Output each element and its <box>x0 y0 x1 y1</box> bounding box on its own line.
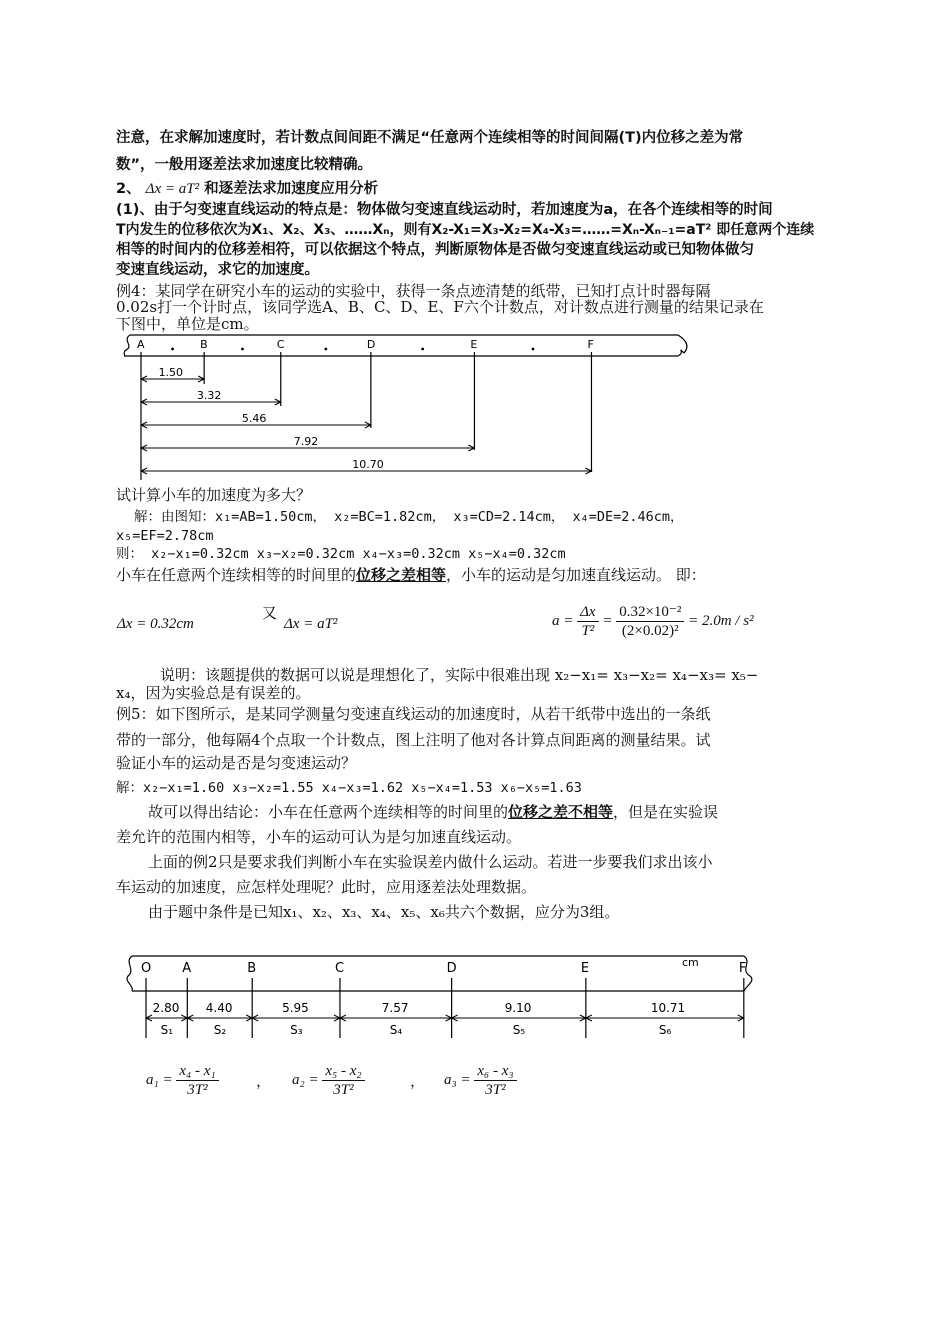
ex5-c1b: ，但是在实验误 <box>613 803 719 821</box>
ex4-conclusion-b: ，小车的运动是匀加速直线运动。 即： <box>446 566 706 584</box>
eq-num1: Δx <box>577 603 598 622</box>
section-2-heading <box>116 178 378 200</box>
ex5-solution: 解：x₂−x₁=1.60 x₃−x₂=1.55 x₄−x₃=1.62 x₅−x₄=1.53 x₆−x₅=1.63 <box>116 780 582 796</box>
ex5-line-1: 例5：如下图所示，是某同学测量匀变速直线运动的加速度时，从若干纸带中选出的一条纸 <box>116 705 711 723</box>
tape2-point-E: E <box>580 961 590 976</box>
tape-diagram-1 <box>118 332 698 482</box>
ex5-conclusion-1 <box>148 801 718 823</box>
ex4-conclusion-underline: 位移之差相等 <box>356 566 447 584</box>
tape-diagram-2 <box>122 948 762 1048</box>
tape1-measurement: 10.70 <box>352 458 384 471</box>
tape1-dot <box>241 348 244 351</box>
eq-a-left: a = <box>552 612 574 629</box>
tape2-point-F: F <box>738 961 747 976</box>
tape2-length: 7.57 <box>381 1001 409 1015</box>
tape2-segment-label: S₂ <box>213 1023 227 1037</box>
tape2-segment-label: S₄ <box>389 1023 403 1037</box>
ex4-note-2: x₄，因为实验总是有误差的。 <box>116 684 311 702</box>
para1-line-4: 变速直线运动，求它的加速度。 <box>116 262 319 278</box>
formula-a2 <box>292 1062 365 1099</box>
tape2-point-C: C <box>334 961 345 976</box>
eq-num2: 0.32×10⁻² <box>616 603 684 622</box>
ex4-conclusion-a: 小车在任意两个连续相等的时间里的 <box>116 566 357 584</box>
tape1-measurement: 7.92 <box>293 435 319 448</box>
tape2-segment-label: S₁ <box>160 1023 174 1037</box>
tape2-left-wave <box>127 956 132 991</box>
tape2-point-O: O <box>141 961 152 976</box>
eq-result: = 2.0m / s² <box>688 612 754 629</box>
formula-a3-num: x₆ - x₃ <box>474 1062 516 1081</box>
tape1-dot <box>171 348 174 351</box>
formula-a1-den: 3T² <box>187 1082 208 1098</box>
tape2-length: 4.40 <box>205 1001 233 1015</box>
formula-a2-num: x₅ - x₂ <box>322 1062 364 1081</box>
tape1-right-wave <box>678 350 684 356</box>
ex5-c1a: 故可以得出结论：小车在任意两个连续相等的时间里的 <box>148 803 509 821</box>
tape1-top-edge <box>130 335 687 353</box>
para1-line-1: (1)、由于匀变速直线运动的特点是：物体做匀变速直线运动时，若加速度为a，在各个连续相等的时间 <box>116 202 773 218</box>
tape1-point-E: E <box>470 338 478 351</box>
tape1-left-wave <box>124 335 130 356</box>
tape2-segment-label: S₅ <box>512 1023 526 1037</box>
ex5-c1-underline: 位移之差不相等 <box>508 803 614 821</box>
tape1-point-C: C <box>276 338 285 351</box>
ex5-line-3: 验证小车的运动是否是匀变速运动？ <box>116 754 357 772</box>
section-2-title: 和逐差法求加速度应用分析 <box>204 181 379 197</box>
para1-line-2: T内发生的位移依次为X₁、X₂、X₃、……Xₙ，则有X₂-X₁=X₃-X₂=X₄-X₃=……=Xₙ-Xₙ₋₁=aT² 即任意两个连续 <box>116 222 815 238</box>
tape1-point-F: F <box>587 338 594 351</box>
tape1-point-D: D <box>366 338 376 351</box>
ex5-para-2: 车运动的加速度，应怎样处理呢？此时，应用逐差法处理数据。 <box>116 878 537 896</box>
ex4-line-1: 例4：某同学在研究小车的运动的实验中，获得一条点迹清楚的纸带，已知打点计时器每隔 <box>116 282 711 300</box>
section-2-formula: Δx = aT² <box>145 181 200 197</box>
note-line-1: 注意，在求解加速度时，若计数点间间距不满足“任意两个连续相等的时间间隔(T)内位移之差为常 <box>116 130 744 146</box>
eq-den2: (2×0.02)² <box>621 623 679 639</box>
tape2-segment-label: S₃ <box>290 1023 303 1037</box>
formula-a3-lhs: a₃ = <box>444 1071 471 1088</box>
tape2-length: 9.10 <box>504 1001 532 1015</box>
formula-a3-den: 3T² <box>485 1082 506 1098</box>
eq-acceleration: a = $\frac{\Delta x}{\text{T²}}$ = $\frac{\text{0.32×10⁻²}}{\text{(2×0.02)²}}$ = 2.0m / s² <box>552 604 754 639</box>
ex4-solution-1: 解：由图知：x₁=AB=1.50cm， x₂=BC=1.82cm， x₃=CD=2.14cm， x₄=DE=2.46cm， <box>134 509 684 525</box>
ex5-para-3: 由于题中条件是已知x₁、x₂、x₃、x₄、x₅、x₆共六个数据，应分为3组。 <box>148 903 620 921</box>
formula-a1 <box>146 1062 219 1099</box>
tape2-point-B: B <box>247 961 257 976</box>
formula-a3 <box>444 1062 517 1099</box>
ex5-line-2: 带的一部分，他每隔4个点取一个计数点，图上注明了他对各计算点间距离的测量结果。试 <box>116 731 711 749</box>
ex5-para-1: 上面的例2只是要求我们判断小车在实验误差内做什么运动。若进一步要我们求出该小 <box>148 853 713 871</box>
formula-a1-lhs: a₁ = <box>146 1071 173 1088</box>
formula-sep-2: ， <box>410 1074 426 1090</box>
tape2-point-A: A <box>182 961 192 976</box>
tape2-segment-label: S₆ <box>658 1023 672 1037</box>
note-line-2: 数”，一般用逐差法求加速度比较精确。 <box>116 157 373 173</box>
eq-you: 又 <box>262 606 278 622</box>
formula-a2-lhs: a₂ = <box>292 1071 319 1088</box>
ex4-line-2: 0.02s打一个计时点，该同学选A、B、C、D、E、F六个计数点，对计数点进行测量的结果记录在 <box>116 298 764 316</box>
tape1-dot <box>532 348 535 351</box>
tape1-dot <box>421 348 424 351</box>
ex5-conclusion-2: 差允许的范围内相等，小车的运动可认为是匀加速直线运动。 <box>116 828 522 846</box>
formula-a2-den: 3T² <box>333 1082 354 1098</box>
tape1-measurement: 1.50 <box>158 366 184 379</box>
ex4-line-3: 下图中，单位是cm。 <box>116 315 259 333</box>
tape2-length: 2.80 <box>152 1001 180 1015</box>
formula-sep-1: ， <box>256 1074 272 1090</box>
eq-den1: T² <box>581 623 595 639</box>
ex4-note-1: 说明：该题提供的数据可以说是理想化了，实际中很难出现 x₂−x₁= x₃−x₂= x₄−x₃= x₅− <box>160 666 759 684</box>
ex4-solution-3: 则： x₂−x₁=0.32cm x₃−x₂=0.32cm x₄−x₃=0.32cm x₅−x₄=0.32cm <box>116 546 566 562</box>
section-2-number: 2、 <box>116 181 141 197</box>
tape1-point-A: A <box>137 338 145 351</box>
tape2-unit: cm <box>682 956 699 969</box>
formula-a1-num: x₄ - x₁ <box>176 1062 218 1081</box>
ex4-solution-2: x₅=EF=2.78cm <box>116 528 214 544</box>
tape2-point-D: D <box>446 961 457 976</box>
eq-delta-x-at2: Δx = aT² <box>284 616 338 632</box>
tape2-length: 10.71 <box>650 1001 686 1015</box>
eq-delta-x-value: Δx = 0.32cm <box>117 616 194 632</box>
tape1-dot <box>324 348 327 351</box>
tape1-measurement: 3.32 <box>196 389 222 402</box>
para1-line-3: 相等的时间内的位移差相符，可以依据这个特点，判断原物体是否做匀变速直线运动或已知物体做匀 <box>116 242 754 258</box>
ex4-conclusion <box>116 564 706 586</box>
tape1-measurement: 5.46 <box>241 412 267 425</box>
ex4-question: 试计算小车的加速度为多大？ <box>116 486 312 504</box>
tape2-length: 5.95 <box>282 1001 309 1015</box>
tape1-point-B: B <box>200 338 208 351</box>
